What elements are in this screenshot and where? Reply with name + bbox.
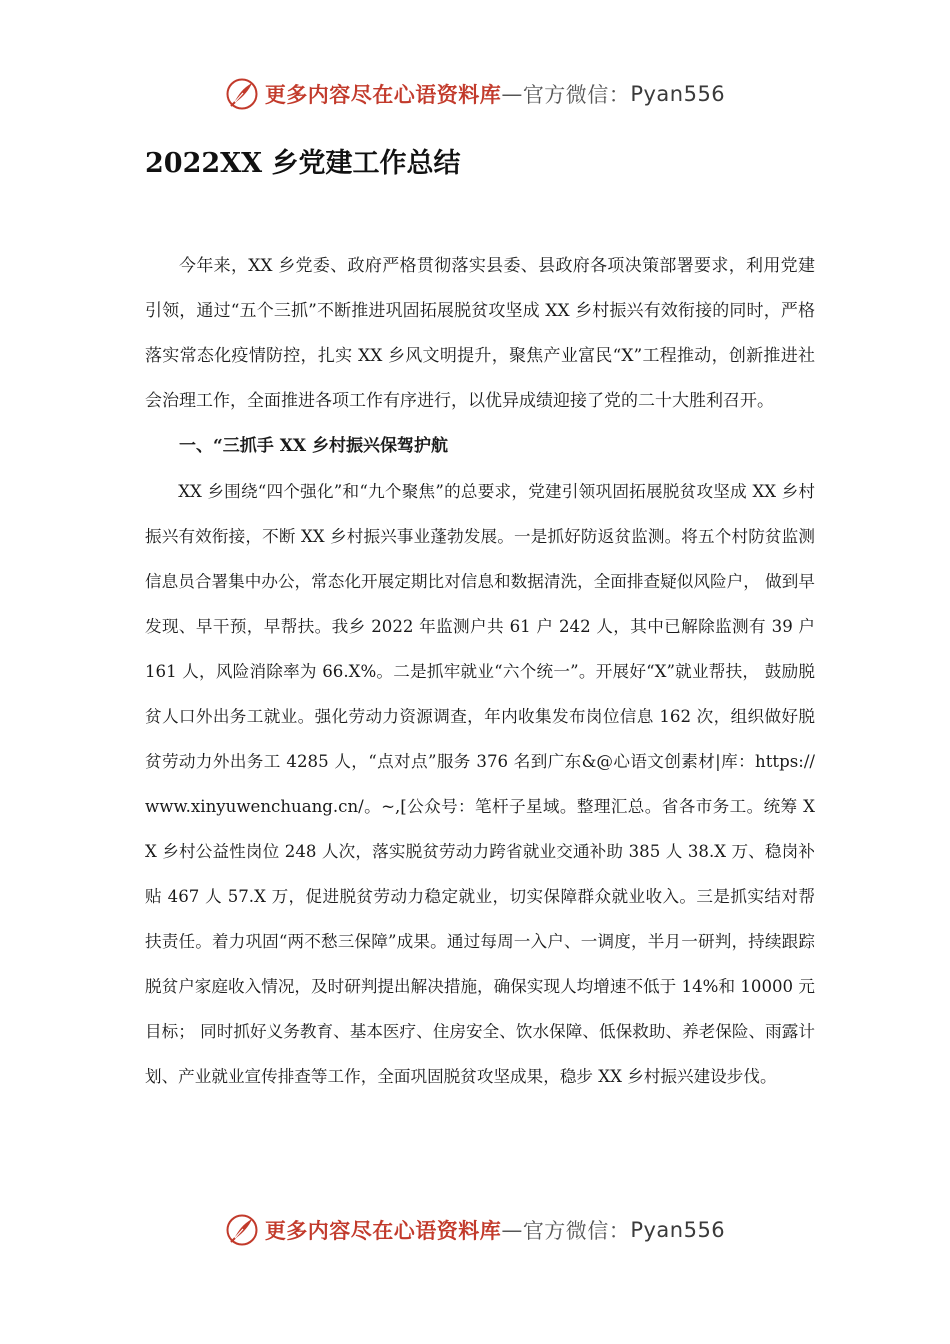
footer-watermark (0, 1208, 950, 1252)
intro-paragraph: 今年来，XX 乡党委、政府严格贯彻落实县委、县政府各项决策部署要求，利用党建引领，通过“五个三抓”不断推进巩固拓展脱贫攻坚成 XX 乡村振兴有效衔接的同时，严格落实常态化疫情防控，扎实 XX 乡风文明提升，聚焦产业富民“X”工程推动，创新推进社会治理工作，全面推进各项工作有序进行，以优异成绩迎接了党的二十大胜利召开。 (145, 256, 815, 411)
watermark-separator: — (501, 82, 523, 106)
quill-pen-icon (225, 77, 259, 111)
watermark-separator: — (501, 1218, 523, 1242)
watermark-wechat-label: 官方微信： (522, 83, 631, 107)
watermark-brand-text: 更多内容尽在心语资料库 (264, 1219, 502, 1243)
header-watermark (0, 72, 950, 116)
document-title: 2022XX 乡党建工作总结 (145, 148, 461, 179)
section-paragraph: XX 乡围绕“四个强化”和“九个聚焦”的总要求，党建引领巩固拓展脱贫攻坚成 XX 乡村振兴有效衔接，不断 XX 乡村振兴事业蓬勃发展。一是抓好防返贫监测。将五个村防贫监测信息员合署集中办公，常态化开展定期比对信息和数据清洗，全面排查疑似风险户， 做到早发现、早干预，早帮扶。我乡 2022 年监测户共 61 户 242 人，其中已解除监测有 39 户 161 人，风险消除率为 66.X%。二是抓牢就业“六个统一”。开展好“X”就业帮扶， 鼓励脱贫人口外出务工就业。强化劳动力资源调查，年内收集发布岗位信息 162 次，组织做好脱贫劳动力外出务工 4285 人，“点对点”服务 376 名到广东&@心语文创素材|库：https://www.xinyuwenchuang.cn/。~,[公众号：笔杆子星域。整理汇总。省各市务工。统筹 XX 乡村公益性岗位 248 人次，落实脱贫劳动力跨省就业交通补助 385 人 38.X 万、稳岗补贴 467 人 57.X 万，促进脱贫劳动力稳定就业，切实保障群众就业收入。三是抓实结对帮扶责任。着力巩固“两不愁三保障”成果。通过每周一入户、一调度，半月一研判，持续跟踪脱贫户家庭收入情况，及时研判提出解决措施，确保实现人均增速不低于 14%和 10000 元目标； 同时抓好义务教育、基本医疗、住房安全、饮水保障、低保救助、养老保险、雨露计划、产业就业宣传排查等工作，全面巩固脱贫攻坚成果，稳步 XX 乡村振兴建设步伐。 (145, 482, 815, 1086)
watermark-wechat-label: 官方微信： (522, 1219, 631, 1243)
quill-pen-icon (225, 1213, 259, 1247)
document-body (145, 244, 815, 1099)
watermark-wechat-id: Pyan556 (630, 82, 726, 106)
watermark-wechat-id: Pyan556 (630, 1218, 726, 1242)
section-heading: 一、“三抓手 XX 乡村振兴保驾护航 (179, 436, 448, 456)
watermark-brand-text: 更多内容尽在心语资料库 (264, 83, 502, 107)
